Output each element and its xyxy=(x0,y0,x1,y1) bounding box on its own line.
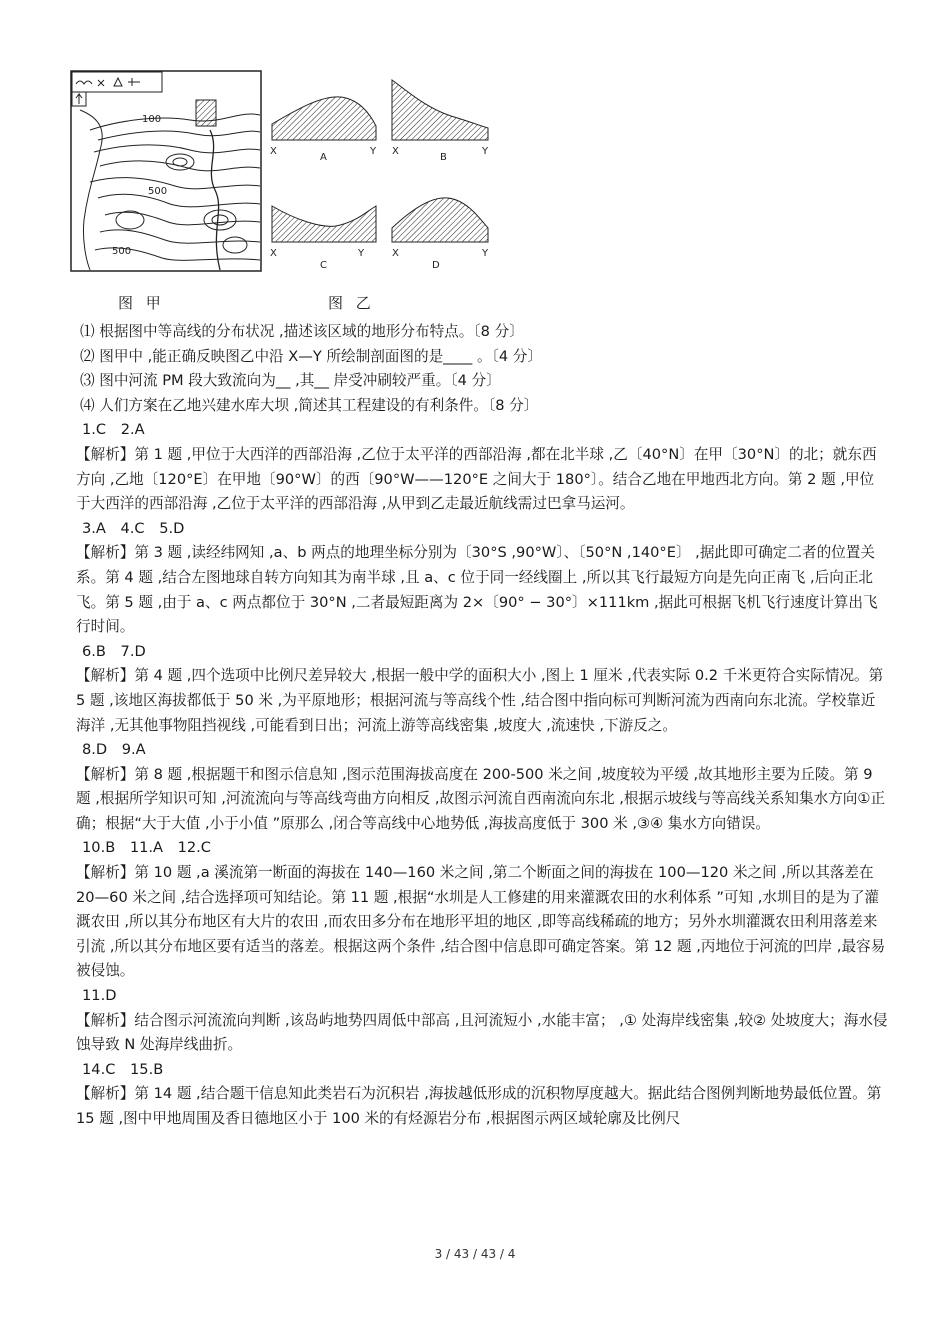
explanation-paragraph: 【解析】第 3 题 ,读经纬网知 ,a、b 两点的地理坐标分别为〔30°S ,90°W〕、〔50°N ,140°E〕 ,据此即可确定二者的位置关系。第 4 题 ,结合左图地球自转方向知其为南半球 ,且 a、c 位于同一经线圈上 ,所以其飞行最短方向是先向正南飞 ,后向正北飞。第 5 题 ,由于 a、c 两点都位于 30°N ,二者最短距离为 2×〔90° − 30°〕×111km ,据此可根据飞机飞行速度计算出飞行时间。 xyxy=(76,544,878,636)
question-line: ⑵ 图甲中 ,能正确反映图乙中沿 X—Y 所绘制剖面图的是____ 。〔4 分〕 xyxy=(80,347,542,365)
explanation-paragraph: 【解析】第 10 题 ,a 溪流第一断面的海拔在 140—160 米之间 ,第二个断面之间的海拔在 100—120 米之间 ,所以其落差在 20—60 米之间 ,结合选择项可知结论。第 11 题 ,根据“水圳是人工修建的用来灌溉农田的水利体系 ”可知 ,水圳目的是为了灌溉农田 ,所以其分布地区有大片的农田 ,而农田多分布在地形平坦的地区 ,即等高线稀疏的地方；另外水圳灌溉农田利用落差来引流 ,所以其分布地区要有适当的落差。根据这两个条件 ,结合图中信息即可确定答案。第 12 题 ,丙地位于河流的凹岸 ,最容易被侵蚀。 xyxy=(76,864,886,980)
answer-line: 14.C 15.B xyxy=(82,1060,164,1078)
profile-b-x: X xyxy=(392,146,399,157)
profile-c-label: C xyxy=(320,260,327,271)
question-line: ⑶ 图中河流 PM 段大致流向为__ ,其__ 岸受冲刷较严重。〔4 分〕 xyxy=(80,372,501,390)
profile-diagrams xyxy=(266,70,502,272)
profile-d-label: D xyxy=(432,260,440,271)
answer-line: 6.B 7.D xyxy=(82,642,146,660)
explanation-paragraph: 【解析】结合图示河流流向判断 ,该岛屿地势四周低中部高 ,且河流短小 ,水能丰富； ,① 处海岸线密集 ,较② 处坡度大；海水侵蚀导致 N 处海岸线曲折。 xyxy=(76,1011,888,1054)
explanation-paragraph: 【解析】第 1 题 ,甲位于大西洋的西部沿海 ,乙位于太平洋的西部沿海 ,都在北半球 ,乙〔40°N〕在甲〔30°N〕的北；就东西方向 ,乙地〔120°E〕在甲地〔90°W〕的西〔90°W——120°E 之间大于 180°〕。结合乙地在甲地西北方向。第 2 题 ,甲位于大西洋的西部沿海 ,乙位于太平洋的西部沿海 ,从甲到乙走最近航线需过巴拿马运河。 xyxy=(76,445,877,513)
answer-line: 11.D xyxy=(82,987,117,1005)
profile-b-y: Y xyxy=(482,146,489,157)
profile-b-label: B xyxy=(440,152,447,163)
profile-d-y: Y xyxy=(482,248,489,259)
contour-map xyxy=(70,70,262,272)
explanation-paragraph: 【解析】第 14 题 ,结合题干信息知此类岩石为沉积岩 ,海拔越低形成的沉积物厚度越大。据此结合图例判断地势最低位置。第 15 题 ,图中甲地周围及香日德地区小于 100 米的有烃源岩分布 ,根据图示两区域轮廓及比例尺 xyxy=(76,1085,882,1127)
map-label-500-b: 500 xyxy=(112,246,132,257)
answer-line: 8.D 9.A xyxy=(82,741,146,759)
answer-line: 3.A 4.C 5.D xyxy=(82,519,185,537)
profile-c xyxy=(270,206,376,271)
page-body xyxy=(76,320,888,1132)
question-line: ⑴ 根据图中等高线的分布状况 ,描述该区域的地形分布特点。〔8 分〕 xyxy=(80,323,524,340)
profile-a xyxy=(270,97,377,163)
answer-line: 10.B 11.A 12.C xyxy=(82,839,211,857)
profile-d xyxy=(392,198,489,271)
profile-caption: 图 乙 xyxy=(328,294,375,312)
map-caption: 图 甲 xyxy=(118,294,165,312)
page-footer: 3 / 43 / 43 / 4 xyxy=(434,1247,516,1261)
explanation-paragraph: 【解析】第 8 题 ,根据题干和图示信息知 ,图示范围海拔高度在 200-500 米之间 ,坡度较为平缓 ,故其地形主要为丘陵。第 9 题 ,根据所学知识可知 ,河流流向与等高线弯曲方向相反 ,故图示河流自西南流向东北 ,根据示坡线与等高线关系知集水方向①正确；根据“大于大值 ,小于小值 ”原那么 ,闭合等高线中心地势低 ,海拔高度低于 300 米 ,③④ 集水方向错误。 xyxy=(76,765,886,832)
explanation-paragraph: 【解析】第 4 题 ,四个选项中比例尺差异较大 ,根据一般中学的面积大小 ,图上 1 厘米 ,代表实际 0.2 千米更符合实际情况。第 5 题 ,该地区海拔都低于 50 米 ,为平原地形；根据河流与等高线个性 ,结合图中指向标可判断河流为西南向东北流。学校靠近海洋 ,无其他事物阻挡视线 ,可能看到日出；河流上游等高线密集 ,坡度大 ,流速快 ,下游反之。 xyxy=(76,667,884,734)
map-label-500-a: 500 xyxy=(148,186,168,197)
answer-line: 1.C 2.A xyxy=(82,421,145,439)
profile-d-x: X xyxy=(392,248,399,259)
profile-a-x: X xyxy=(270,146,277,157)
profile-a-y: Y xyxy=(370,146,377,157)
profile-c-y: Y xyxy=(358,248,365,259)
profile-b xyxy=(392,80,489,163)
profile-c-x: X xyxy=(270,248,277,259)
profile-a-label: A xyxy=(320,152,327,163)
question-line: ⑷ 人们方案在乙地兴建水库大坝 ,简述其工程建设的有利条件。〔8 分〕 xyxy=(80,396,539,414)
map-label-100: 100 xyxy=(142,114,162,125)
